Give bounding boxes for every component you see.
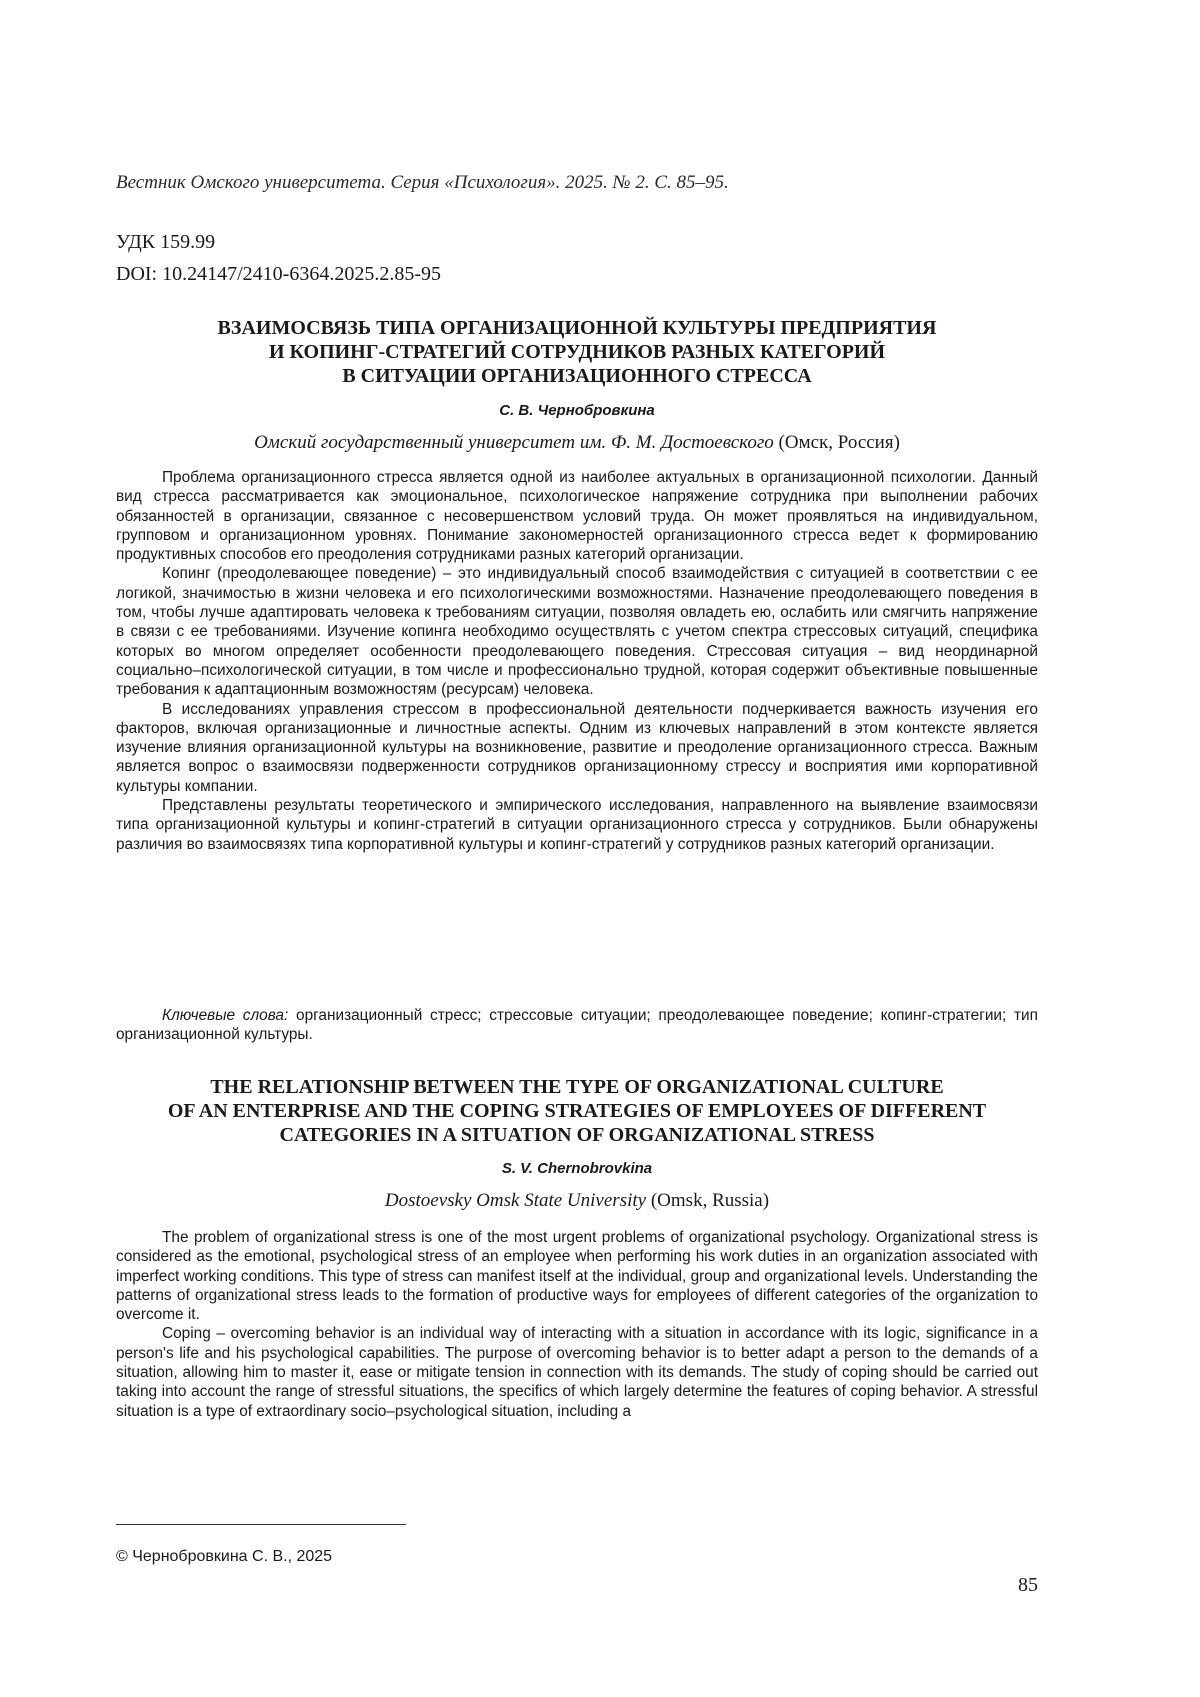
title-line: ВЗАИМОСВЯЗЬ ТИПА ОРГАНИЗАЦИОННОЙ КУЛЬТУРЫ ПРЕДПРИЯТИЯ	[217, 317, 937, 339]
affiliation-russian	[116, 432, 1038, 454]
affiliation-name: Dostoevsky Omsk State University	[384, 1190, 647, 1211]
abstract-paragraph: Представлены результаты теоретического и эмпирического исследования, направленного на выявление взаимосвязи типа организационной культуры и копинг-стратегий в ситуации организационного стресса у сотрудников. Были обнаружены различия во взаимосвязях типа корпоративной культуры и копинг-стратегий у сотрудников разных категорий организации.	[116, 797, 1038, 853]
title-english	[116, 1075, 1038, 1147]
abstract-paragraph: The problem of organizational stress is one of the most urgent problems of organizational psychology. Organizational stress is considered as the emotional, psychological stress of an employee when performing his work duties in an organization associated with imperfect working conditions. This type of stress can manifest itself at the individual, group and organizational levels. Understanding the patterns of organizational stress leads to the formation of productive ways for employees of different categories of the organization to overcome it.	[116, 1229, 1038, 1324]
affiliation-location: (Omsk, Russia)	[650, 1190, 770, 1211]
affiliation-name: Омский государственный университет им. Ф. М. Достоевского	[254, 432, 774, 453]
title-russian	[116, 316, 1038, 388]
title-line: OF AN ENTERPRISE AND THE COPING STRATEGIES OF EMPLOYEES OF DIFFERENT	[167, 1100, 987, 1122]
title-line: И КОПИНГ-СТРАТЕГИЙ СОТРУДНИКОВ РАЗНЫХ КАТЕГОРИЙ	[268, 341, 886, 363]
author-russian: С. В. Чернобровкина	[499, 402, 655, 419]
abstract-paragraph: Копинг (преодолевающее поведение) – это индивидуальный способ взаимодействия с ситуацией в соответствии с ее логикой, значимостью в жизни человека и его психологическими возможностями. Назначение преодолевающего поведения в том, чтобы лучше адаптировать человека к требованиям ситуации, позволяя овладеть ею, ослабить или смягчить напряжение в связи с ее требованиями. Изучение копинга необходимо осуществлять с учетом спектра стрессовых ситуаций, специфика которых во многом определяет особенности преодолевающего поведения. Стрессовая ситуация – вид неординарной социально–психологической ситуации, в том числе и профессионально трудной, которая содержит объективные повышенные требования к адаптационным возможностям (ресурсам) человека.	[116, 565, 1038, 699]
abstract-russian	[116, 468, 1038, 854]
abstract-paragraph: Coping – overcoming behavior is an individual way of interacting with a situation in accordance with its logic, significance in a person's life and his psychological capabilities. The purpose of overcoming behavior is to better adapt a person to the demands of a situation, allowing him to master it, ease or mitigate tension in connection with its demands. The study of coping should be carried out taking into account the range of stressful situations, the specifics of which largely determine the features of coping behavior. A stressful situation is a type of extraordinary socio–psychological situation, including a	[116, 1325, 1038, 1420]
abstract-paragraph: Проблема организационного стресса является одной из наиболее актуальных в организационной психологии. Данный вид стресса рассматривается как эмоциональное, психологическое напряжение сотрудника при выполнении рабочих обязанностей в организации, связанное с несовершенством условий труда. Он может проявляться на индивидуальном, групповом и организационном уровнях. Понимание закономерностей организационного стресса ведет к формированию продуктивных способов его преодоления сотрудниками разных категорий организации.	[116, 469, 1038, 564]
affiliation-english	[116, 1190, 1038, 1212]
affiliation-location: (Омск, Россия)	[778, 432, 900, 453]
title-line: В СИТУАЦИИ ОРГАНИЗАЦИОННОГО СТРЕССА	[342, 365, 812, 387]
author-english: S. V. Chernobrovkina	[501, 1160, 653, 1177]
keywords-list: организационный стресс; стрессовые ситуации; преодолевающее поведение; копинг-стратегии; тип организационной культуры.	[116, 1007, 1038, 1044]
footnote-divider	[116, 1524, 406, 1525]
abstract-paragraph: В исследованиях управления стрессом в профессиональной деятельности подчеркивается важность изучения его факторов, включая организационные и личностные аспекты. Одним из ключевых направлений в этом контексте является изучение влияния организационной культуры на возникновение, развитие и преодоление организационного стресса. Важным является вопрос о взаимосвязи подверженности сотрудников организационному стрессу и восприятия ими корпоративной культуры компании.	[116, 700, 1038, 795]
abstract-english	[116, 1228, 1038, 1421]
page-number: 85	[1018, 1574, 1038, 1596]
title-line: THE RELATIONSHIP BETWEEN THE TYPE OF ORGANIZATIONAL CULTURE	[210, 1076, 944, 1098]
udc-code: УДК 159.99	[116, 231, 216, 253]
keywords-russian	[116, 1006, 1038, 1045]
title-line: CATEGORIES IN A SITUATION OF ORGANIZATIONAL STRESS	[279, 1124, 875, 1146]
copyright-notice: © Чернобровкина С. В., 2025	[116, 1548, 333, 1565]
keywords-label: Ключевые слова:	[162, 1007, 289, 1024]
journal-citation: Вестник Омского университета. Серия «Психология». 2025. № 2. С. 85–95.	[116, 172, 729, 193]
doi[interactable]: DOI: 10.24147/2410-6364.2025.2.85-95	[116, 263, 441, 285]
